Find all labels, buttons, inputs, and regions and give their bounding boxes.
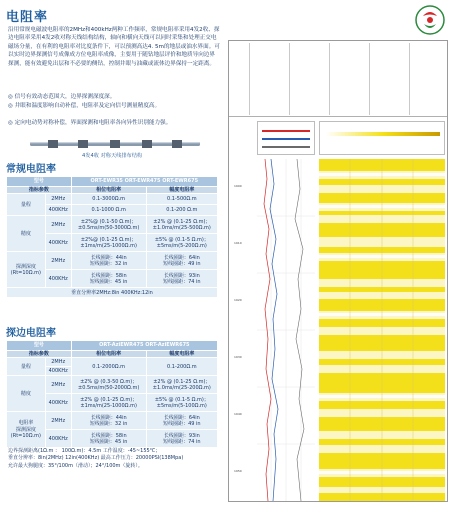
depth-track [231,159,255,501]
row-freq: 400KHz [45,394,71,412]
row-label: 电阻率 探测深度 (Rt=10Ω.m) [7,412,46,448]
row-amp: ±5% @ (0.1-5 Ω.m)； ±5ms/m(5-100Ω.m) [146,394,217,412]
azimuthal-image-track [319,159,445,501]
subheader-phase: 相位电阻率 [71,187,146,194]
row-amp: 长线圈距：64in 短线圈距：49 in [146,252,217,270]
header-divider [409,43,410,115]
resistivity-log-plot [228,40,448,502]
spec-note: 垂直分辨率：8in(2MHz) 12in(400KHz) 最高工作压力：20000PSI(138Mpa) [7,455,218,462]
section-title-conventional: 常规电阻率 [6,164,56,175]
scale-bar-red [262,130,310,132]
row-freq: 2MHz [45,194,71,205]
row-amp: 0.1-500Ω.m [146,194,217,205]
row-amp: ±2% @ (0.1-25 Ω.m)； ±1.0ms/m(25-200Ω.m) [146,376,217,394]
table-header-model: 型号 [7,177,72,187]
row-freq: 400KHz [45,367,71,376]
row-phase: 0.1-3000Ω.m [71,194,146,205]
feature-bullet-2: ◎ 井眼和温度影响自动补偿，电阻率及定向信号测量精度高。 [8,103,161,109]
subheader-param: 指标参数 [7,187,72,194]
feature-bullet-1: ◎ 信号有效动态范围大，边界探测深度深。 [8,94,116,100]
row-freq: 400KHz [45,234,71,252]
row-phase: 长线圈距：58in 短线圈距：45 in [71,270,146,288]
table-header-models: ORT-EWR35 ORT-EWR475 ORT-EWR675 [71,177,217,187]
row-phase: ±2% @ (0.3-50 Ω.m)； ±0.5ms/m(50-2000Ω.m) [71,376,146,394]
row-phase: 0.1-2000Ω.m [71,358,146,376]
scale-bar-blue [262,138,310,140]
row-phase: ±2%@ (0.1-25 Ω.m)； ±1ms/m(25-1000Ω.m) [71,234,146,252]
feature-bullet-3: ◎ 定向电动势对称补偿，界面探测和电阻率各向异性识别能力强。 [8,120,172,126]
conventional-spec-table [6,176,218,298]
row-amp: 0.1-200 Ω.m [146,205,217,216]
row-amp: 0.1-200Ω.m [146,358,217,376]
row-freq: 400KHz [45,205,71,216]
header-divider [329,43,330,115]
log-header [229,41,447,117]
intro-paragraph: 沿用常规电磁波电阻率的2MHz和400kHz两种工作频率，常规电阻率采用4发2收、探边电阻率采用4发2收对称天线结构结构，轴向和横向天线可以同时采集和处理正交电磁场分量，在有利的电阻率对比度条件下，可以预测高达4. 5m的地层或油水界面。可以实时边界探测信号成像成方位电阻率成像，主要用于随钻地层评价和地质导向边界探测，能有效避免出层和不必要的侧钻，控制井眼与油藏或流体边界保持一定距离。 [8,27,220,67]
header-divider [249,43,250,115]
spec-note: 边界探测距离(1Ω.m ： 100Ω.m)：4.5m 工作温度：-45~155℃； [7,448,218,455]
row-phase: ±2%@ (0.1-50 Ω.m)； ±0.5ms/m(50-3000Ω.m) [71,216,146,234]
company-logo [414,4,446,36]
page-title: 电阻率 [6,10,49,25]
depth-label: 1950 [234,469,242,473]
row-freq: 400KHz [45,270,71,288]
row-label: 精度 [7,376,46,412]
scale-bar-gray [262,146,310,148]
subheader-amp: 幅度电阻率 [146,351,217,358]
depth-label: 1940 [234,412,242,416]
row-freq: 2MHz [45,412,71,430]
header-divider [289,43,290,115]
row-freq: 2MHz [45,252,71,270]
row-phase: 长线圈距：58in 短线圈距：45 in [71,430,146,448]
product-sheet-left [0,0,222,505]
row-amp: ±5% @ (0.1-5 Ω.m)； ±5ms/m(5-200Ω.m) [146,234,217,252]
image-color-scale [326,132,440,136]
depth-label: 1900 [234,184,242,188]
depth-label: 1910 [234,241,242,245]
boundary-spec-table [6,340,218,470]
header-divider [369,43,370,115]
track-header-curves [257,121,315,155]
tool-image [30,138,200,150]
tool-caption: 4发4收 对称天线排布结构 [82,153,143,159]
row-amp: ±2% @ (0.1-25 Ω.m)； ±1.0ms/m(25-500Ω.m) [146,216,217,234]
row-phase: 长线圈距：44in 短线圈距：32 in [71,412,146,430]
curve-track [257,159,315,501]
row-freq: 2MHz [45,216,71,234]
subheader-param: 指标参数 [7,351,72,358]
row-freq: 400KHz [45,430,71,448]
subheader-amp: 幅度电阻率 [146,187,217,194]
depth-label: 1930 [234,355,242,359]
row-amp: 长线圈距：93in 短线圈距：74 in [146,430,217,448]
row-amp: 长线圈距：93in 短线圈距：74 in [146,270,217,288]
table-header-model: 型号 [7,341,72,351]
row-label: 精度 [7,216,46,252]
row-phase: ±2% @ (0.1-25 Ω.m)； ±1ms/m(25-1000Ω.m) [71,394,146,412]
track-header-image [319,121,445,155]
section-title-boundary: 探边电阻率 [6,328,56,339]
row-phase: 0.1-1000 Ω.m [71,205,146,216]
row-phase: 长线圈距：44in 短线圈距：32 in [71,252,146,270]
row-label: 探测深度 (Rt=10Ω.m) [7,252,46,288]
row-freq: 2MHz [45,358,71,367]
resolution-note: 垂直分辨率2MHz:8in 400KHz:12in [7,288,218,298]
row-label: 量程 [7,194,46,216]
row-freq: 2MHz [45,376,71,394]
depth-label: 1920 [234,298,242,302]
row-label: 量程 [7,358,46,376]
subheader-phase: 相位电阻率 [71,351,146,358]
row-amp: 长线圈距：64in 短线圈距：49 in [146,412,217,430]
spec-note: 允许最大狗腿度：35°/100m（滑动）；24°/100m（旋转）。 [7,462,218,469]
table-header-models: ORT-AziEWR475 ORT-AziEWR675 [71,341,217,351]
